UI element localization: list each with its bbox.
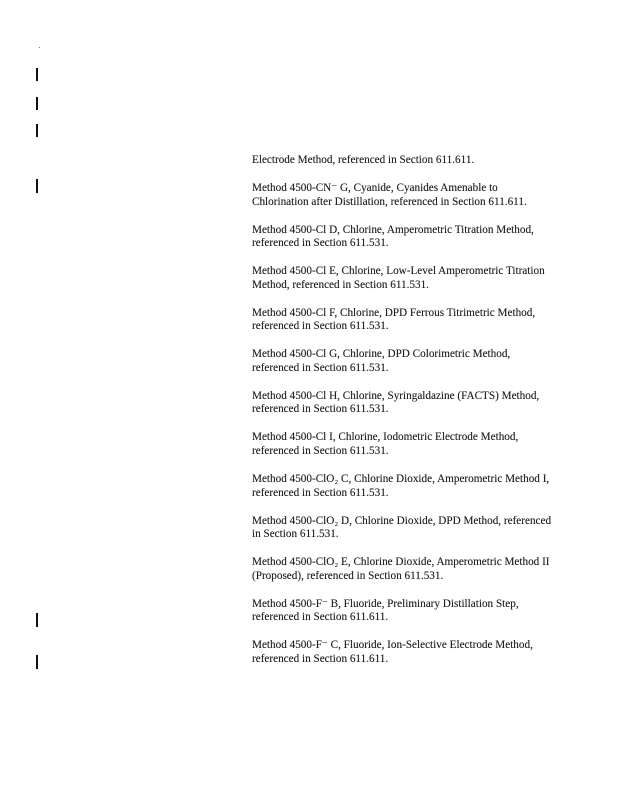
method-entry: Method 4500-CN⁻ G, Cyanide, Cyanides Amenable to Chlorination after Distillation, referenced in Section 611.611. bbox=[252, 181, 527, 208]
method-entry: Method 4500-ClO₂ D, Chlorine Dioxide, DPD Method, referenced in Section 611.531. bbox=[252, 514, 552, 541]
method-entry: Method 4500-Cl I, Chlorine, Iodometric Electrode Method, referenced in Section 611.531. bbox=[252, 431, 519, 458]
method-entry: Method 4500-F⁻ B, Fluoride, Preliminary Distillation Step, referenced in Section 611.611. bbox=[252, 597, 519, 624]
method-entry: Method 4500-Cl F, Chlorine, DPD Ferrous Titrimetric Method, referenced in Section 611.531. bbox=[252, 306, 536, 333]
revision-bar bbox=[36, 655, 38, 669]
method-entry: Electrode Method, referenced in Section 611.611. bbox=[252, 154, 475, 166]
revision-bar bbox=[36, 124, 38, 137]
method-entry: Method 4500-Cl G, Chlorine, DPD Colorimetric Method, referenced in Section 611.531. bbox=[252, 348, 511, 374]
method-entry: Method 4500-Cl E, Chlorine, Low-Level Amperometric Titration Method, referenced in Section 611.531. bbox=[252, 265, 545, 291]
method-entry: Method 4500-ClO₂ E, Chlorine Dioxide, Amperometric Method II (Proposed), referenced in Section 611.531. bbox=[252, 556, 550, 582]
revision-bar bbox=[36, 68, 38, 81]
method-entry: Method 4500-Cl H, Chlorine, Syringaldazine (FACTS) Method, referenced in Section 611.531. bbox=[252, 389, 540, 416]
method-entry: Method 4500-ClO₂ C, Chlorine Dioxide, Amperometric Method I, referenced in Section 611.531. bbox=[252, 473, 550, 499]
method-entry: Method 4500-F⁻ C, Fluoride, Ion-Selective Electrode Method, referenced in Section 611.611. bbox=[252, 639, 533, 665]
revision-bar bbox=[36, 613, 38, 627]
scan-speck bbox=[39, 47, 40, 48]
method-entry: Method 4500-Cl D, Chlorine, Amperometric Titration Method, referenced in Section 611.531. bbox=[252, 223, 534, 250]
revision-bar bbox=[36, 179, 38, 193]
revision-bar bbox=[36, 97, 38, 110]
method-list bbox=[252, 154, 552, 681]
